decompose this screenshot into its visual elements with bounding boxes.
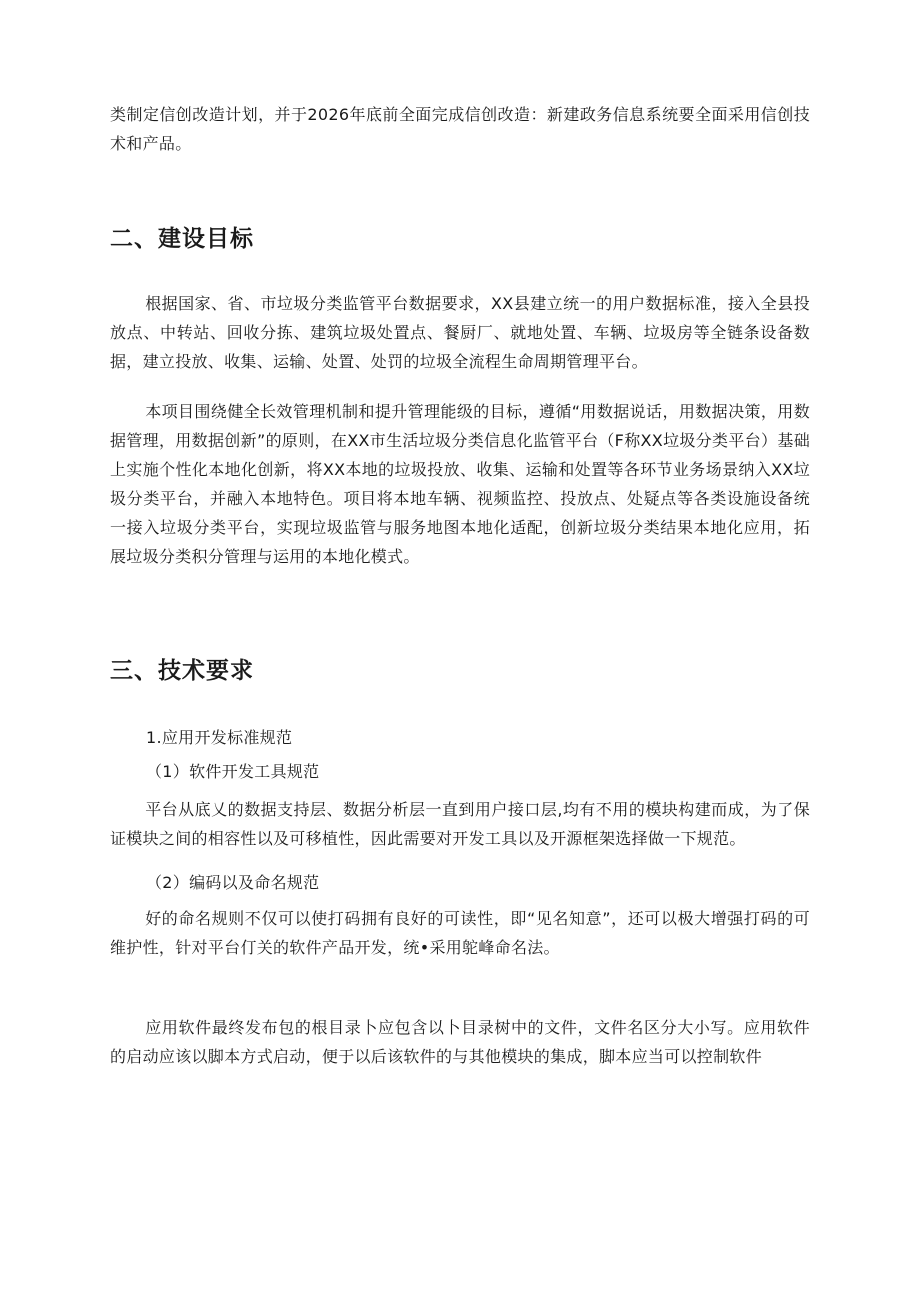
section-2-paragraph-1: 根据国家、省、市垃圾分类监管平台数据要求，XX县建立统一的用户数据标准，接入全县投放点、中转站、回收分拣、建筑垃圾处置点、餐厨厂、就地处置、车辆、垃圾房等全链条设备数据，建立投放、收集、运输、处置、处罚的垃圾全流程生命周期管理平台。: [110, 294, 810, 371]
final-paragraph: 应用软件最终发布包的根目录卜应包含以卜目录树中的文件，文件名区分大小写。应用软件的启动应该以脚本方式启动，便于以后该软件的与其他模块的集成，脚本应当可以控制软件: [110, 1018, 810, 1066]
section-3-heading: 三、技术要求: [110, 658, 254, 684]
intro-paragraph: 类制定信创改造计划，并于2026年底前全面完成信创改造：新建政务信息系统要全面采用信创技术和产品。: [110, 105, 810, 153]
section-2-heading: 二、建设目标: [110, 226, 254, 252]
section-2-paragraph-2: 本项目围绕健全长效管理机制和提升管理能级的目标，遵循“用数据说话，用数据决策，用数据管理，用数据创新”的原则，在XX市生活垃圾分类信息化监管平台（F称XX垃圾分类平台）基础上实施个性化本地化创新，将XX本地的垃圾投放、收集、运输和处置等各环节业务场景纳入XX垃圾分类平台，并融入本地特色。项目将本地车辆、视频监控、投放点、处疑点等各类设施设备统一接入垃圾分类平台，实现垃圾监管与服务地图本地化适配，创新垃圾分类结果本地化应用，拓展垃圾分类积分管理与运用的本地化模式。: [110, 402, 810, 566]
sub-item-1-title: （1）软件开发工具规范: [146, 762, 320, 781]
sub-item-1-text: 平台从底乂的数据支持层、数据分析层一直到用户接口层,均有不用的模块构建而成，为了保证模块之间的相容性以及可移植性，因此需要对开发工具以及开源框架选择做一下规范。: [110, 800, 810, 848]
sub-item-2-title: （2）编码以及命名规范: [146, 873, 320, 892]
sub-item-2-text: 好的命名规则不仅可以使打码拥有良好的可读性，即“见名知意”，还可以极大增强打码的可维护性，针对平台仃关的软件产品开发，统•采用鸵峰命名法。: [110, 909, 810, 957]
item-1-title: 1.应用开发标准规范: [146, 728, 293, 747]
